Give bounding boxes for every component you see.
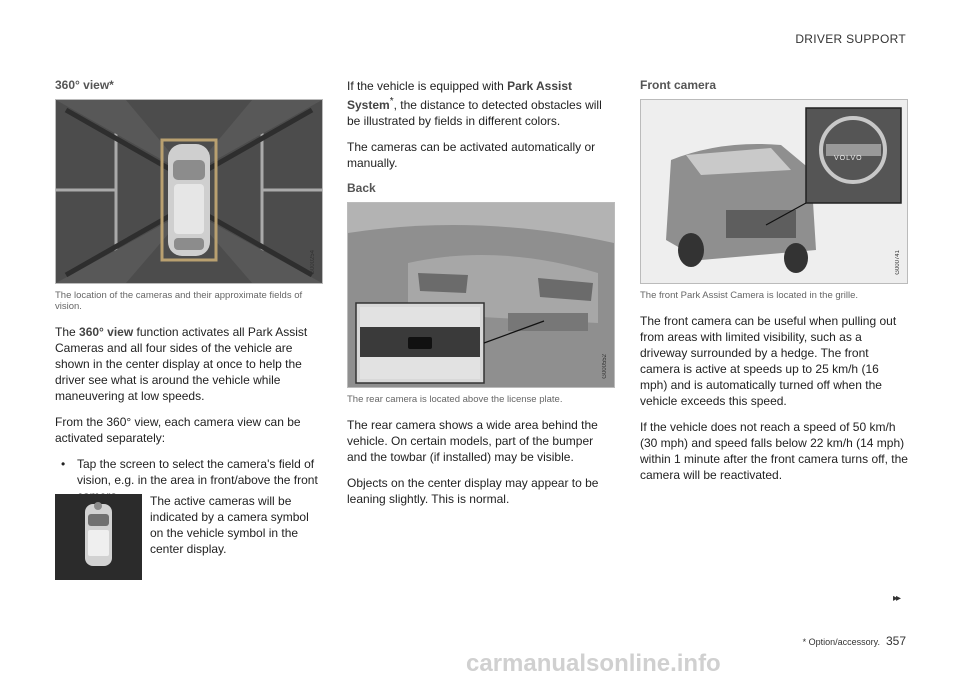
heading-back: Back <box>347 181 376 195</box>
figure-360-view <box>55 99 323 284</box>
car-topview-icon <box>55 494 142 580</box>
heading-360-view: 360° view* <box>55 78 114 92</box>
rear-car-illustration <box>348 203 614 387</box>
column-360-view <box>55 78 323 512</box>
paragraph-leaning: Objects on the center display may appear to be leaning slightly. This is normal. <box>347 476 599 506</box>
paragraph-camera-views: From the 360° view, each camera view can be activated separately: <box>55 415 301 445</box>
continued-arrow-icon: ▸▸ <box>893 593 900 604</box>
watermark-text: carmanualsonline.info <box>466 650 721 677</box>
paragraph-front-camera-use: The front camera can be useful when pulling out from areas with limited visibility, such as a driveway surrounded by a hedge. The front camera is active at speeds up to 25 km/h (16 mph) and is automatically turned off when the vehicle exceeds this speed. <box>640 314 897 408</box>
vehicle-symbol-image <box>55 494 142 580</box>
paragraph-park-assist: If the vehicle is equipped with Park Assist System*, the distance to detected obstacles will be illustrated by fields in different colors. <box>347 79 602 128</box>
paragraph-activation: The cameras can be activated automatically or manually. <box>347 140 596 170</box>
volvo-logo-text: VOLVO <box>834 155 863 162</box>
figure-rear-camera <box>347 202 615 388</box>
figure-caption: The location of the cameras and their approximate fields of vision. <box>55 290 303 312</box>
figure-id: G000254 <box>310 250 316 275</box>
column-park-assist <box>347 78 615 517</box>
active-camera-text: The active cameras will be indicated by a camera symbol on the vehicle symbol in the center display. <box>150 494 309 556</box>
page-number: 357 <box>885 634 906 648</box>
footnote: * Option/accessory. <box>802 637 880 647</box>
parking-lot-illustration <box>56 100 322 283</box>
figure-id: G000741 <box>895 250 901 275</box>
figure-front-camera <box>640 99 908 284</box>
figure-caption: The front Park Assist Camera is located in the grille. <box>640 290 859 301</box>
paragraph-reactivation: If the vehicle does not reach a speed of 50 km/h (30 mph) and speed falls below 22 km/h (14 mph) within 1 minute after the front camera turns off, the camera will be reactivated. <box>640 420 908 482</box>
paragraph-rear-camera: The rear camera shows a wide area behind the vehicle. On certain models, part of the bumper and the towbar (if installed) may be visible. <box>347 418 598 464</box>
column-front-camera <box>640 78 908 493</box>
figure-caption: The rear camera is located above the license plate. <box>347 394 563 405</box>
section-header: DRIVER SUPPORT <box>795 32 906 46</box>
paragraph-360-intro: The 360° view function activates all Park Assist Cameras and all four sides of the vehicle are shown in the center display at once to help the driver see what is around the vehicle while maneuvering at low speeds. <box>55 325 308 403</box>
figure-id: G000552 <box>602 354 608 379</box>
page-footer <box>803 634 906 648</box>
front-car-illustration <box>641 100 907 283</box>
heading-front-camera: Front camera <box>640 78 717 92</box>
bullet-item: • Tap the screen to select the camera's field of vision, e.g. in the area in front/above the front <box>55 456 323 504</box>
